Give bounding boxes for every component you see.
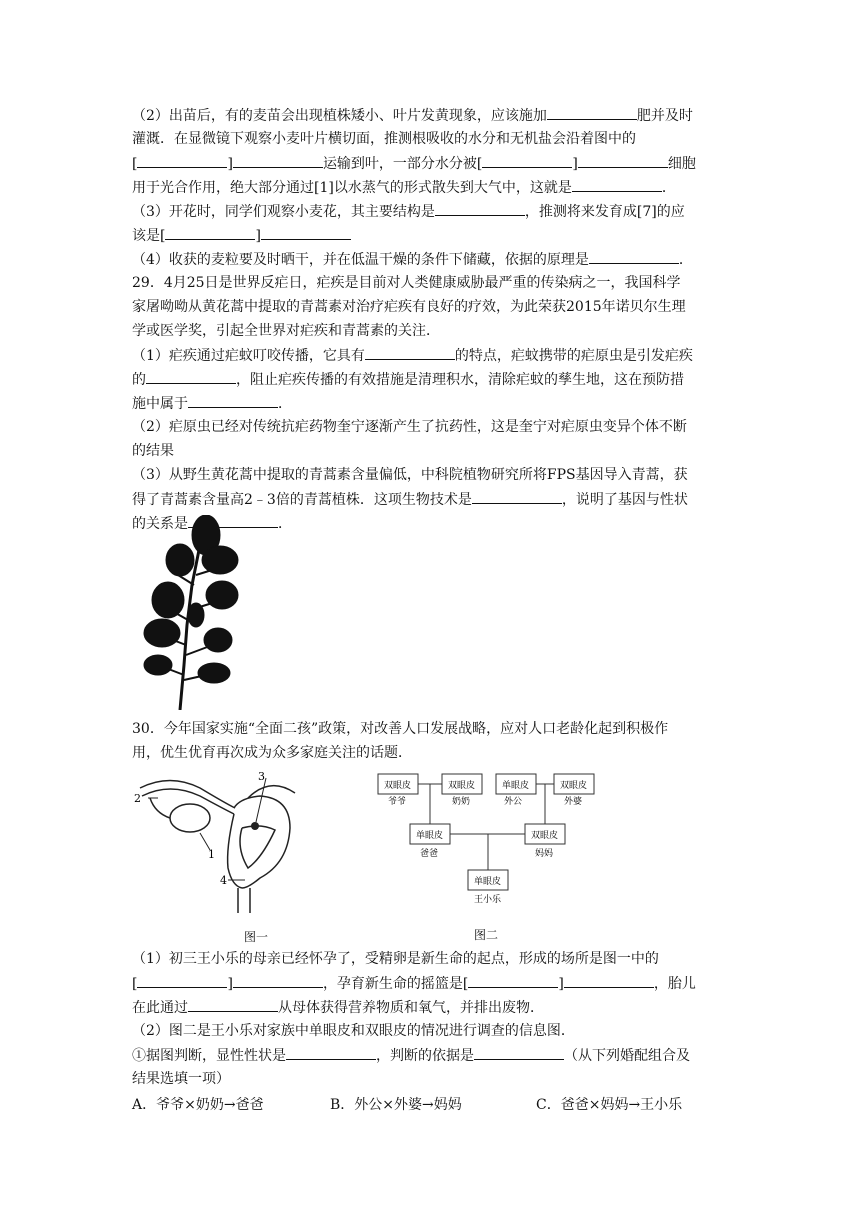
maternal-grandma-label: 外婆	[564, 797, 583, 807]
maternal-grandma-trait: 双眼皮	[560, 781, 588, 791]
answer-blank[interactable]	[146, 368, 236, 384]
female-reproductive-diagram	[130, 768, 305, 918]
answer-blank[interactable]	[165, 224, 255, 240]
answer-blank[interactable]	[589, 248, 679, 264]
q29-part3-line1: （3）从野生黄花蒿中提取的青蒿素含量偏低，中科院植物研究所将FPS基因导入青蒿，获	[132, 467, 688, 483]
q29-stem-line1: 29．4月25日是世界反疟日，疟疾是目前对人类健康威胁最严重的传染病之一，我国科学	[132, 275, 681, 291]
q30-part1-line3: 在此通过 从母体获得营养物质和氧气，并排出废物．	[132, 996, 544, 1019]
q28-part3-line2: 该是[ ]	[132, 224, 351, 247]
answer-blank[interactable]	[547, 104, 637, 120]
mother-trait: 双眼皮	[531, 831, 559, 841]
answer-blank[interactable]	[578, 152, 668, 168]
fig1-label-1: 1	[208, 848, 215, 861]
answer-blank[interactable]	[233, 972, 323, 988]
answer-blank[interactable]	[472, 488, 562, 504]
child-label: 王小乐	[474, 895, 502, 905]
q30-option-a: A．爷爷×奶奶→爸爸	[132, 1097, 264, 1113]
answer-blank[interactable]	[468, 972, 558, 988]
child-trait: 单眼皮	[474, 877, 502, 887]
q29-part3-line3: 的关系是 ．	[132, 512, 292, 535]
q28-part4: （4）收获的麦粒要及时晒干，并在低温干燥的条件下储藏，依据的原理是 ．	[132, 248, 693, 271]
answer-blank[interactable]	[137, 972, 227, 988]
answer-blank[interactable]	[137, 152, 227, 168]
q29-part1-line3: 施中属于 ．	[132, 392, 292, 415]
artemisia-plant-illustration	[140, 515, 265, 710]
q28-part2-line4: 用于光合作用，绝大部分通过[1]以水蒸气的形式散失到大气中，这就是 ．	[132, 176, 676, 199]
q30-part2-question: ①据图判断，显性性状是 ，判断的依据是 （从下列婚配组合及	[132, 1044, 690, 1067]
q28-part2-line1: （2）出苗后，有的麦苗会出现植株矮小、叶片发黄现象，应该施加 肥并及时	[132, 104, 693, 127]
answer-blank[interactable]	[482, 152, 572, 168]
q30-option-b: B．外公×外婆→妈妈	[330, 1097, 462, 1113]
q29-stem-line3: 学或医学奖，引起全世界对疟疾和青蒿素的关注．	[132, 323, 440, 339]
q29-part2-line1: （2）疟原虫已经对传统抗疟药物奎宁逐渐产生了抗药性，这是奎宁对疟原虫变异个体不断	[132, 419, 687, 435]
q29-part2-line2: 的结果	[132, 443, 174, 459]
q29-part1-line1: （1）疟疾通过疟蚊叮咬传播，它具有 的特点，疟蚊携带的疟原虫是引发疟疾	[132, 344, 693, 367]
answer-blank[interactable]	[188, 392, 278, 408]
q30-stem-line1: 30．今年国家实施“全面二孩”政策，对改善人口发展战略，应对人口老龄化起到积极作	[132, 721, 669, 737]
q29-stem-line2: 家屠呦呦从黄花蒿中提取的青蒿素对治疗疟疾有良好的疗效，为此荣获2015年诺贝尔生理	[132, 299, 686, 315]
father-label: 爸爸	[420, 849, 439, 859]
answer-blank[interactable]	[572, 176, 662, 192]
maternal-grandpa-trait: 单眼皮	[502, 781, 530, 791]
fig1-label-3: 3	[258, 770, 265, 783]
q28-part2-line3: [ ] 运输到叶，一部分水分被[ ] 细胞	[132, 152, 696, 175]
answer-blank[interactable]	[261, 224, 351, 240]
answer-blank[interactable]	[286, 1044, 376, 1060]
eyelid-pedigree-chart	[370, 768, 600, 918]
fig2-caption: 图二	[474, 928, 499, 942]
answer-blank[interactable]	[365, 344, 455, 360]
answer-blank[interactable]	[233, 152, 323, 168]
q28-part3-line1: （3）开花时，同学们观察小麦花，其主要结构是 ，推测将来发育成[7]的应	[132, 200, 685, 223]
answer-blank[interactable]	[188, 996, 278, 1012]
q29-part3-line2: 得了青蒿素含量高2﹣3倍的青蒿植株．这项生物技术是 ，说明了基因与性状	[132, 488, 688, 511]
q29-part1-line2: 的 ，阻止疟疾传播的有效措施是清理积水，清除疟蚊的孳生地，这在预防措	[132, 368, 684, 391]
answer-blank[interactable]	[474, 1044, 564, 1060]
fig1-caption: 图一	[244, 930, 269, 944]
grandma-label: 奶奶	[452, 797, 471, 807]
mother-label: 妈妈	[535, 849, 554, 859]
maternal-grandpa-label: 外公	[504, 797, 523, 807]
fig1-label-2: 2	[134, 792, 141, 805]
grandpa-label: 爷爷	[388, 797, 407, 807]
q28-part2-line2: 灌溉．在显微镜下观察小麦叶片横切面，推测根吸收的水分和无机盐会沿着图中的	[132, 131, 636, 147]
q30-part2-line1: （2）图二是王小乐对家族中单眼皮和双眼皮的情况进行调查的信息图．	[132, 1023, 575, 1039]
answer-blank[interactable]	[435, 200, 525, 216]
q30-part1-line2: [ ] ，孕育新生命的摇篮是[ ] ，胎儿	[132, 972, 696, 995]
q30-part2-question-line2: 结果选填一项）	[132, 1071, 230, 1087]
answer-blank[interactable]	[564, 972, 654, 988]
q30-part1-line1: （1）初三王小乐的母亲已经怀孕了，受精卵是新生命的起点，形成的场所是图一中的	[132, 951, 659, 967]
grandpa-trait: 双眼皮	[384, 781, 412, 791]
fig1-label-4: 4	[220, 874, 227, 887]
father-trait: 单眼皮	[416, 831, 444, 841]
grandma-trait: 双眼皮	[448, 781, 476, 791]
q30-option-c: C．爸爸×妈妈→王小乐	[536, 1097, 683, 1113]
q30-stem-line2: 用，优生优育再次成为众多家庭关注的话题．	[132, 745, 412, 761]
